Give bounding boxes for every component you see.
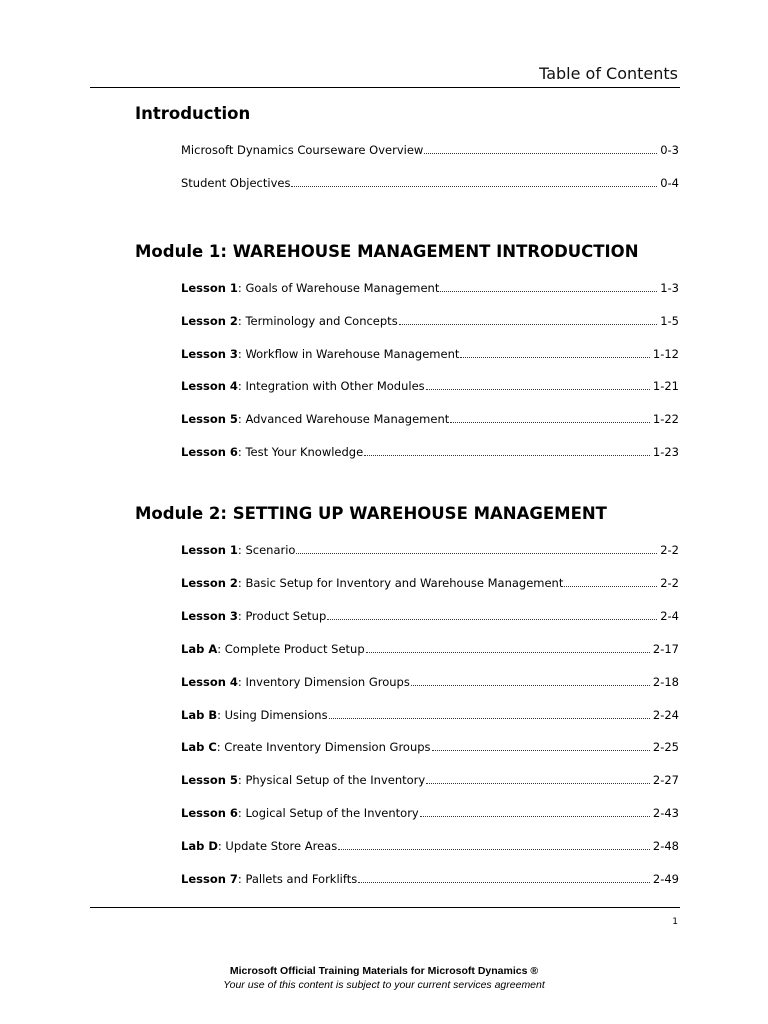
dot-leader	[564, 585, 657, 587]
toc-entry[interactable]	[181, 411, 679, 427]
toc-entry-page: 0-3	[660, 143, 679, 157]
dot-leader	[338, 848, 650, 850]
toc-entry-label: Lab C: Create Inventory Dimension Groups	[181, 740, 431, 754]
dot-leader	[296, 552, 657, 554]
page-title: Table of Contents	[539, 64, 678, 83]
page-header	[90, 64, 680, 88]
toc-entry-label: Lesson 4: Inventory Dimension Groups	[181, 675, 410, 689]
dot-leader	[329, 717, 650, 719]
toc-entry[interactable]	[181, 313, 679, 329]
toc-entry-page: 1-5	[660, 314, 679, 328]
dot-leader	[450, 421, 650, 423]
toc-entry-page: 2-2	[660, 543, 679, 557]
section-heading-module-1: Module 1: WAREHOUSE MANAGEMENT INTRODUCTION	[135, 242, 639, 261]
footer-agreement-notice: Your use of this content is subject to your current services agreement	[223, 979, 545, 991]
dot-leader	[327, 618, 657, 620]
dot-leader	[440, 290, 657, 292]
toc-entry-label: Lab B: Using Dimensions	[181, 708, 328, 722]
toc-entry-label: Lab A: Complete Product Setup	[181, 642, 365, 656]
dot-leader	[426, 388, 650, 390]
toc-entry-label: Lesson 5: Advanced Warehouse Management	[181, 412, 450, 426]
dot-leader	[358, 881, 650, 883]
toc-entry[interactable]	[181, 444, 679, 460]
toc-entry-page: 2-48	[652, 839, 679, 853]
toc-entry-label: Lesson 4: Integration with Other Modules	[181, 379, 425, 393]
section-heading-introduction: Introduction	[135, 104, 251, 123]
toc-entry-label: Lesson 1: Goals of Warehouse Management	[181, 281, 440, 295]
dot-leader	[424, 152, 657, 154]
toc-entry-page: 2-25	[652, 740, 679, 754]
dot-leader	[420, 815, 650, 817]
toc-entry-label: Lesson 3: Product Setup	[181, 609, 327, 623]
toc-entry[interactable]	[181, 142, 679, 158]
dot-leader	[399, 323, 658, 325]
toc-entry-page: 1-3	[660, 281, 679, 295]
toc-entry-page: 1-12	[652, 347, 679, 361]
toc-entry-page: 1-23	[652, 445, 679, 459]
dot-leader	[291, 185, 657, 187]
toc-entry-label: Lesson 6: Logical Setup of the Inventory	[181, 806, 419, 820]
toc-entry[interactable]	[181, 838, 679, 854]
toc-entry-page: 2-49	[652, 872, 679, 886]
toc-entry-page: 2-2	[660, 576, 679, 590]
page-number: 1	[672, 917, 678, 927]
toc-entry-page: 2-17	[652, 642, 679, 656]
dot-leader	[460, 356, 650, 358]
toc-entry-label: Lesson 2: Terminology and Concepts	[181, 314, 398, 328]
dot-leader	[366, 651, 650, 653]
toc-entry[interactable]	[181, 772, 679, 788]
toc-entry-page: 1-22	[652, 412, 679, 426]
toc-entry[interactable]	[181, 871, 679, 887]
toc-entry-label: Lesson 3: Workflow in Warehouse Management	[181, 347, 460, 361]
dot-leader	[432, 749, 650, 751]
toc-entry-label: Lab D: Update Store Areas	[181, 839, 338, 853]
toc-entry[interactable]	[181, 707, 679, 723]
toc-entry-label: Microsoft Dynamics Courseware Overview	[181, 143, 424, 157]
dot-leader	[364, 454, 650, 456]
toc-entry-label: Lesson 5: Physical Setup of the Inventory	[181, 773, 426, 787]
toc-entry[interactable]	[181, 378, 679, 394]
toc-entry[interactable]	[181, 542, 679, 558]
toc-entry[interactable]	[181, 280, 679, 296]
toc-entry[interactable]	[181, 346, 679, 362]
toc-entry[interactable]	[181, 175, 679, 191]
dot-leader	[411, 684, 650, 686]
toc-entry-label: Lesson 2: Basic Setup for Inventory and Warehouse Management	[181, 576, 564, 590]
toc-entry-page: 2-43	[652, 806, 679, 820]
toc-entry[interactable]	[181, 739, 679, 755]
toc-entry[interactable]	[181, 575, 679, 591]
toc-entry-page: 2-18	[652, 675, 679, 689]
toc-entry-label: Lesson 1: Scenario	[181, 543, 296, 557]
toc-entry-page: 1-21	[652, 379, 679, 393]
toc-entry[interactable]	[181, 641, 679, 657]
toc-entry[interactable]	[181, 674, 679, 690]
toc-entry-page: 2-27	[652, 773, 679, 787]
toc-entry-label: Student Objectives	[181, 176, 291, 190]
section-heading-module-2: Module 2: SETTING UP WAREHOUSE MANAGEMENT	[135, 504, 607, 523]
toc-entry-page: 0-4	[660, 176, 679, 190]
toc-entry-page: 2-24	[652, 708, 679, 722]
toc-entry[interactable]	[181, 608, 679, 624]
toc-entry-page: 2-4	[660, 609, 679, 623]
dot-leader	[426, 782, 650, 784]
toc-entry-label: Lesson 6: Test Your Knowledge	[181, 445, 364, 459]
toc-entry[interactable]	[181, 805, 679, 821]
footer-copyright: Microsoft Official Training Materials for Microsoft Dynamics ®	[229, 965, 539, 977]
toc-entry-label: Lesson 7: Pallets and Forklifts	[181, 872, 358, 886]
footer-divider	[90, 907, 680, 908]
